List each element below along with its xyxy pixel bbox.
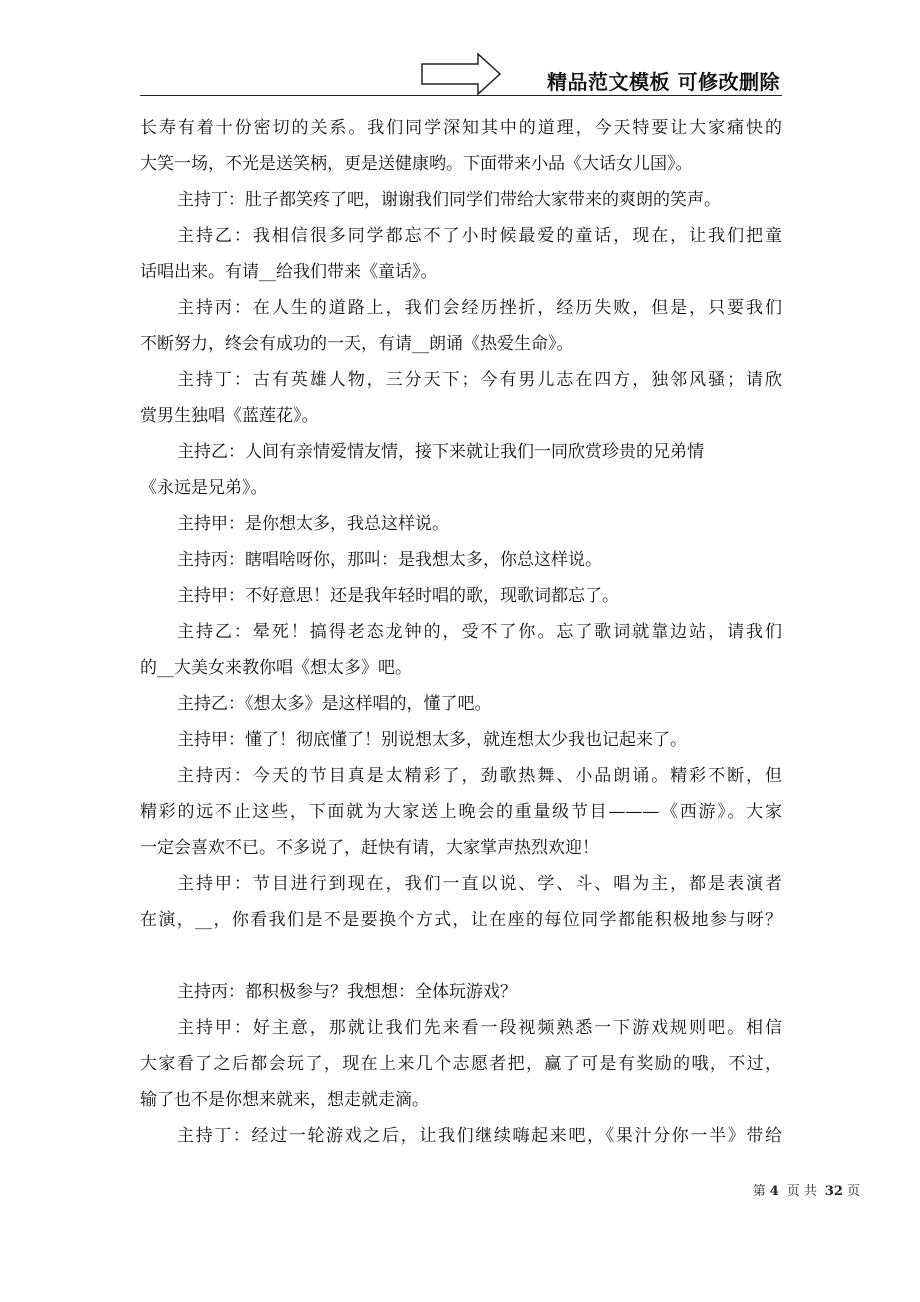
text-line: 大家看了之后都会玩了，现在上来几个志愿者把，赢了可是有奖励的哦，不过， <box>140 1054 782 1074</box>
page-header <box>140 50 782 96</box>
text-line: 主持乙：我相信很多同学都忘不了小时候最爱的童话，现在，让我们把童 <box>177 226 782 246</box>
text-line: 输了也不是你想来就来，想走就走滴。 <box>140 1090 429 1110</box>
text-line: 话唱出来。有请__给我们带来《童话》。 <box>140 262 438 282</box>
text-line: 主持甲：好主意，那就让我们先来看一段视频熟悉一下游戏规则吧。相信 <box>177 1018 782 1038</box>
text-line: 主持丙：今天的节目真是太精彩了，劲歌热舞、小品朗诵。精彩不断，但 <box>177 766 782 786</box>
footer-middle: 页 共 <box>786 1184 817 1199</box>
text-line: 精彩的远不止这些，下面就为大家送上晚会的重量级节目———《西游》。大家 <box>140 802 782 822</box>
page-footer <box>753 1180 860 1199</box>
text-line: 主持丁：经过一轮游戏之后，让我们继续嗨起来吧，《果汁分你一半》带给 <box>177 1126 782 1146</box>
text-line: 主持乙：《想太多》是这样唱的，懂了吧。 <box>177 694 492 714</box>
text-line: 的__大美女来教你唱《想太多》吧。 <box>140 658 412 678</box>
arrow-right-outline-icon <box>420 52 504 96</box>
text-line: 主持甲：节目进行到现在，我们一直以说、学、斗、唱为主，都是表演者 <box>177 874 782 894</box>
footer-suffix: 页 <box>846 1184 860 1199</box>
text-line: 《永远是兄弟》。 <box>140 478 268 498</box>
text-line: 主持丁：古有英雄人物，三分天下；今有男儿志在四方，独邻风骚；请欣 <box>177 370 782 390</box>
text-line: 主持甲：是你想太多，我总这样说。 <box>177 514 449 534</box>
text-line: 大笑一场，不光是送笑柄，更是送健康哟。下面带来小品《大话女儿国》。 <box>140 154 693 174</box>
page-number: 4 <box>769 1184 779 1199</box>
total-pages: 32 <box>824 1184 843 1199</box>
text-line: 主持丁：肚子都笑疼了吧，谢谢我们同学们带给大家带来的爽朗的笑声。 <box>177 190 721 210</box>
header-divider <box>140 95 782 96</box>
text-line: 赏男生独唱《蓝莲花》。 <box>140 406 319 426</box>
text-line: 主持丙：瞎唱啥呀你，那叫：是我想太多，你总这样说。 <box>177 550 602 570</box>
text-line: 在演，__，你看我们是不是要换个方式，让在座的每位同学都能积极地参与呀？ <box>140 910 782 930</box>
text-line: 不断努力，终会有成功的一天，有请__朗诵《热爱生命》。 <box>140 334 574 354</box>
text-line: 一定会喜欢不已。不多说了，赶快有请，大家掌声热烈欢迎！ <box>140 838 599 858</box>
text-line: 主持乙：人间有亲情爱情友情，接下来就让我们一同欣赏珍贵的兄弟情 <box>177 442 704 462</box>
text-line: 主持甲：不好意思！还是我年轻时唱的歌，现歌词都忘了。 <box>177 586 619 606</box>
text-line: 长寿有着十份密切的关系。我们同学深知其中的道理，今天特要让大家痛快的 <box>140 118 782 138</box>
text-line: 主持丙：在人生的道路上，我们会经历挫折，经历失败，但是，只要我们 <box>177 298 782 318</box>
footer-prefix: 第 <box>752 1184 766 1199</box>
text-line: 主持甲：懂了！彻底懂了！别说想太多，就连想太少我也记起来了。 <box>177 730 687 750</box>
text-line: 主持乙：晕死！搞得老态龙钟的，受不了你。忘了歌词就靠边站，请我们 <box>177 622 782 642</box>
header-title: 精品范文模板 可修改删除 <box>547 70 780 94</box>
text-line: 主持丙：都积极参与？我想想：全体玩游戏？ <box>177 982 517 1002</box>
document-body <box>140 110 782 1154</box>
